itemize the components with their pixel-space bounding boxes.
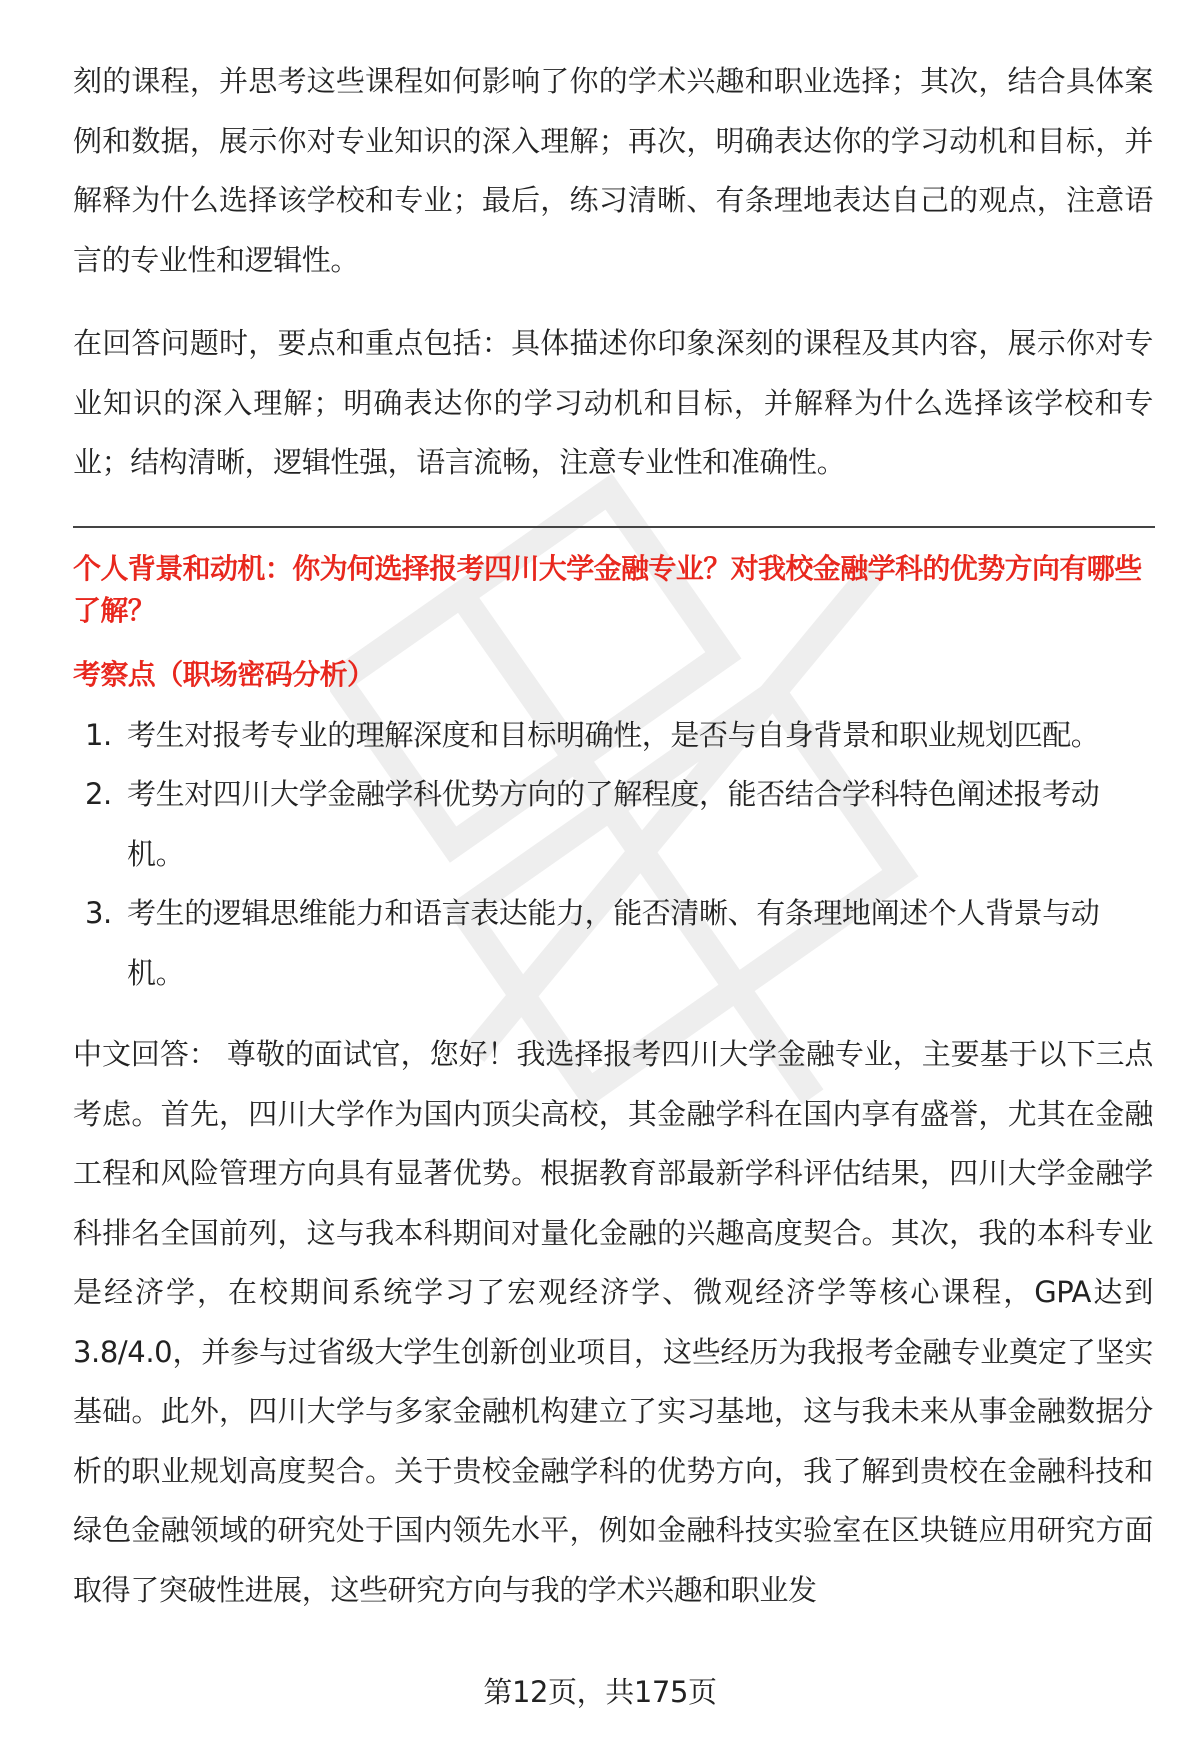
list-item (73, 706, 1153, 766)
page-content (73, 52, 1153, 1620)
section-divider (73, 526, 1155, 528)
list-item-number: 1. (85, 717, 112, 752)
list-item-text: 考生的逻辑思维能力和语言表达能力，能否清晰、有条理地阐述个人背景与动机。 (127, 896, 1100, 990)
intro-paragraph-2: 在回答问题时，要点和重点包括：具体描述你印象深刻的课程及其内容，展示你对专业知识的深入理解；明确表达你的学习动机和目标，并解释为什么选择该学校和专业；结构清晰，逻辑性强，语言流畅，注意专业性和准确性。 (73, 326, 1153, 479)
answer-paragraph: 中文回答： 尊敬的面试官，您好！我选择报考四川大学金融专业，主要基于以下三点考虑。首先，四川大学作为国内顶尖高校，其金融学科在国内享有盛誉，尤其在金融工程和风险管理方向具有显著优势。根据教育部最新学科评估结果，四川大学金融学科排名全国前列，这与我本科期间对量化金融的兴趣高度契合。其次，我的本科专业是经济学，在校期间系统学习了宏观经济学、微观经济学等核心课程，GPA达到3.8/4.0，并参与过省级大学生创新创业项目，这些经历为我报考金融专业奠定了坚实基础。此外，四川大学与多家金融机构建立了实习基地，这与我未来从事金融数据分析的职业规划高度契合。关于贵校金融学科的优势方向，我了解到贵校在金融科技和绿色金融领域的研究处于国内领先水平，例如金融科技实验室在区块链应用研究方面取得了突破性进展，这些研究方向与我的学术兴趣和职业发 (73, 1037, 1153, 1607)
points-list (73, 706, 1153, 1004)
page-number: 第12页，共175页 (483, 1675, 717, 1709)
list-item-text: 考生对报考专业的理解深度和目标明确性，是否与自身背景和职业规划匹配。 (127, 717, 1100, 752)
list-item (73, 765, 1153, 884)
intro-paragraph-1: 刻的课程，并思考这些课程如何影响了你的学术兴趣和职业选择；其次，结合具体案例和数据，展示你对专业知识的深入理解；再次，明确表达你的学习动机和目标，并解释为什么选择该学校和专业；最后，练习清晰、有条理地表达自己的观点，注意语言的专业性和逻辑性。 (73, 64, 1153, 277)
list-item-number: 3. (85, 896, 112, 930)
question-title: 个人背景和动机：你为何选择报考四川大学金融专业？对我校金融学科的优势方向有哪些了解？ (73, 551, 1142, 627)
list-item (73, 884, 1153, 1003)
points-heading: 考察点（职场密码分析） (73, 657, 375, 691)
list-item-text: 考生对四川大学金融学科优势方向的了解程度，能否结合学科特色阐述报考动机。 (127, 777, 1100, 871)
list-item-number: 2. (85, 777, 112, 811)
